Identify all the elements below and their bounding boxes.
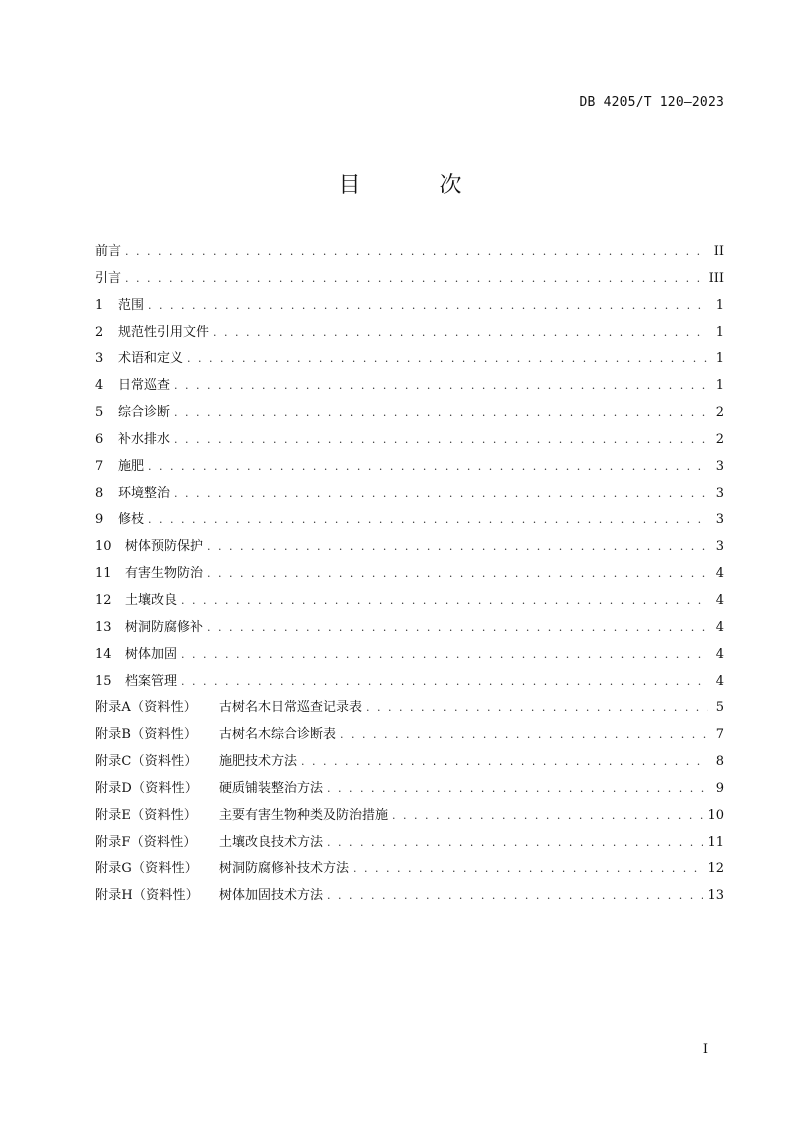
toc-entry-appendix-h[interactable] — [95, 884, 724, 911]
toc-number: 1 — [95, 297, 104, 313]
toc-entry-foreword[interactable] — [95, 240, 724, 267]
toc-label: 硬质铺装整治方法 — [219, 780, 324, 796]
toc-page: 3 — [715, 539, 724, 555]
toc-number: 8 — [95, 485, 104, 501]
toc-number: 10 — [95, 539, 112, 555]
leader-dots — [327, 889, 703, 902]
toc-label: 引言 — [95, 270, 122, 286]
toc-appendix-number: 附录E（资料性） — [95, 807, 198, 823]
toc-label: 树体加固技术方法 — [219, 888, 324, 904]
toc-entry-appendix-e[interactable] — [95, 804, 724, 831]
toc-number: 9 — [95, 512, 104, 528]
toc-appendix-number: 附录F（资料性） — [95, 834, 197, 850]
toc-appendix-number: 附录H（资料性） — [95, 888, 199, 904]
toc-number: 7 — [95, 458, 104, 474]
toc-label: 施肥技术方法 — [219, 754, 298, 770]
leader-dots — [353, 862, 703, 875]
toc-number: 4 — [95, 378, 104, 394]
toc-label: 修枝 — [118, 512, 145, 528]
page-title: 目 次 — [338, 173, 498, 198]
leader-dots — [327, 782, 708, 795]
toc-entry-3[interactable] — [95, 347, 724, 374]
toc-page: 4 — [715, 566, 724, 582]
leader-dots — [148, 299, 708, 312]
toc-page: 1 — [715, 324, 724, 340]
toc-label: 土壤改良 — [125, 592, 178, 608]
leader-dots — [174, 433, 708, 446]
toc-label: 范围 — [118, 297, 145, 313]
toc-page: 5 — [715, 700, 724, 716]
toc-entry-appendix-b[interactable] — [95, 723, 724, 750]
toc-label: 补水排水 — [118, 431, 171, 447]
leader-dots — [187, 352, 708, 365]
toc-page: 4 — [715, 592, 724, 608]
toc-entry-10[interactable] — [95, 535, 724, 562]
toc-appendix-number: 附录B（资料性） — [95, 727, 198, 743]
toc-entry-appendix-g[interactable] — [95, 857, 724, 884]
toc-page: III — [708, 270, 724, 286]
toc-number: 6 — [95, 431, 104, 447]
toc-appendix-number: 附录D（资料性） — [95, 780, 199, 796]
toc-number: 15 — [95, 673, 112, 689]
page-number: I — [702, 1042, 708, 1057]
toc-entry-appendix-a[interactable] — [95, 696, 724, 723]
toc-entry-13[interactable] — [95, 616, 724, 643]
toc-entry-6[interactable] — [95, 428, 724, 455]
toc-page: 4 — [715, 673, 724, 689]
leader-dots — [125, 272, 705, 285]
toc-label: 古树名木日常巡查记录表 — [219, 700, 363, 716]
document-code: DB 4205/T 120—2023 — [579, 95, 724, 110]
toc-page: 1 — [715, 378, 724, 394]
toc-page: 2 — [715, 431, 724, 447]
toc-entry-11[interactable] — [95, 562, 724, 589]
toc-appendix-number: 附录C（资料性） — [95, 754, 198, 770]
toc-entry-appendix-c[interactable] — [95, 750, 724, 777]
toc-page: 13 — [707, 888, 724, 904]
toc-label: 施肥 — [118, 458, 145, 474]
toc-page: 4 — [715, 619, 724, 635]
toc-entry-4[interactable] — [95, 374, 724, 401]
toc-label: 主要有害生物种类及防治措施 — [219, 807, 389, 823]
toc-label: 规范性引用文件 — [118, 324, 210, 340]
leader-dots — [148, 460, 708, 473]
toc-entry-9[interactable] — [95, 508, 724, 535]
leader-dots — [392, 809, 703, 822]
toc-number: 13 — [95, 619, 112, 635]
toc-page: 7 — [715, 727, 724, 743]
toc-page: 3 — [715, 458, 724, 474]
toc-entry-12[interactable] — [95, 589, 724, 616]
toc-label: 环境整治 — [118, 485, 171, 501]
toc-label: 树洞防腐修补技术方法 — [219, 861, 350, 877]
leader-dots — [207, 567, 708, 580]
leader-dots — [366, 701, 708, 714]
leader-dots — [340, 728, 708, 741]
leader-dots — [327, 836, 703, 849]
toc-page: 11 — [707, 834, 724, 850]
toc-page: 3 — [715, 485, 724, 501]
toc-entry-5[interactable] — [95, 401, 724, 428]
toc-number: 14 — [95, 646, 112, 662]
toc-page: 2 — [715, 405, 724, 421]
toc-label: 有害生物防治 — [125, 566, 204, 582]
leader-dots — [181, 648, 708, 661]
toc-label: 日常巡查 — [118, 378, 171, 394]
toc-number: 5 — [95, 405, 104, 421]
toc-label: 土壤改良技术方法 — [219, 834, 324, 850]
toc-page: 1 — [715, 297, 724, 313]
leader-dots — [207, 540, 708, 553]
toc-number: 12 — [95, 592, 112, 608]
toc-entry-7[interactable] — [95, 455, 724, 482]
toc-label: 古树名木综合诊断表 — [219, 727, 337, 743]
toc-page: 4 — [715, 646, 724, 662]
toc-number: 11 — [95, 566, 112, 582]
toc-label: 树体加固 — [125, 646, 178, 662]
leader-dots — [174, 379, 708, 392]
toc-label: 树体预防保护 — [125, 539, 204, 555]
toc-entry-2[interactable] — [95, 321, 724, 348]
toc-appendix-number: 附录G（资料性） — [95, 861, 198, 877]
toc-label: 档案管理 — [125, 673, 178, 689]
toc-page: 8 — [715, 754, 724, 770]
toc-entry-appendix-f[interactable] — [95, 831, 724, 858]
toc-page: 3 — [715, 512, 724, 528]
leader-dots — [125, 245, 708, 258]
toc-label: 综合诊断 — [118, 405, 171, 421]
toc-page: 1 — [715, 351, 724, 367]
leader-dots — [174, 406, 708, 419]
toc-entry-appendix-d[interactable] — [95, 777, 724, 804]
leader-dots — [301, 755, 708, 768]
leader-dots — [213, 326, 708, 339]
toc-entry-14[interactable] — [95, 643, 724, 670]
leader-dots — [148, 513, 708, 526]
toc-page: 12 — [707, 861, 724, 877]
toc-label: 前言 — [95, 244, 122, 259]
leader-dots — [181, 594, 708, 607]
toc-entry-8[interactable] — [95, 482, 724, 509]
toc-entry-15[interactable] — [95, 670, 724, 697]
toc-page: 10 — [707, 807, 724, 823]
toc-number: 2 — [95, 324, 104, 340]
table-of-contents — [95, 240, 724, 911]
toc-entry-introduction[interactable] — [95, 267, 724, 294]
leader-dots — [181, 675, 708, 688]
toc-page: II — [713, 244, 724, 259]
toc-label: 术语和定义 — [118, 351, 184, 367]
toc-label: 树洞防腐修补 — [125, 619, 204, 635]
toc-page: 9 — [715, 780, 724, 796]
leader-dots — [207, 621, 708, 634]
toc-appendix-number: 附录A（资料性） — [95, 700, 197, 716]
toc-number: 3 — [95, 351, 104, 367]
toc-entry-1[interactable] — [95, 294, 724, 321]
leader-dots — [174, 487, 708, 500]
